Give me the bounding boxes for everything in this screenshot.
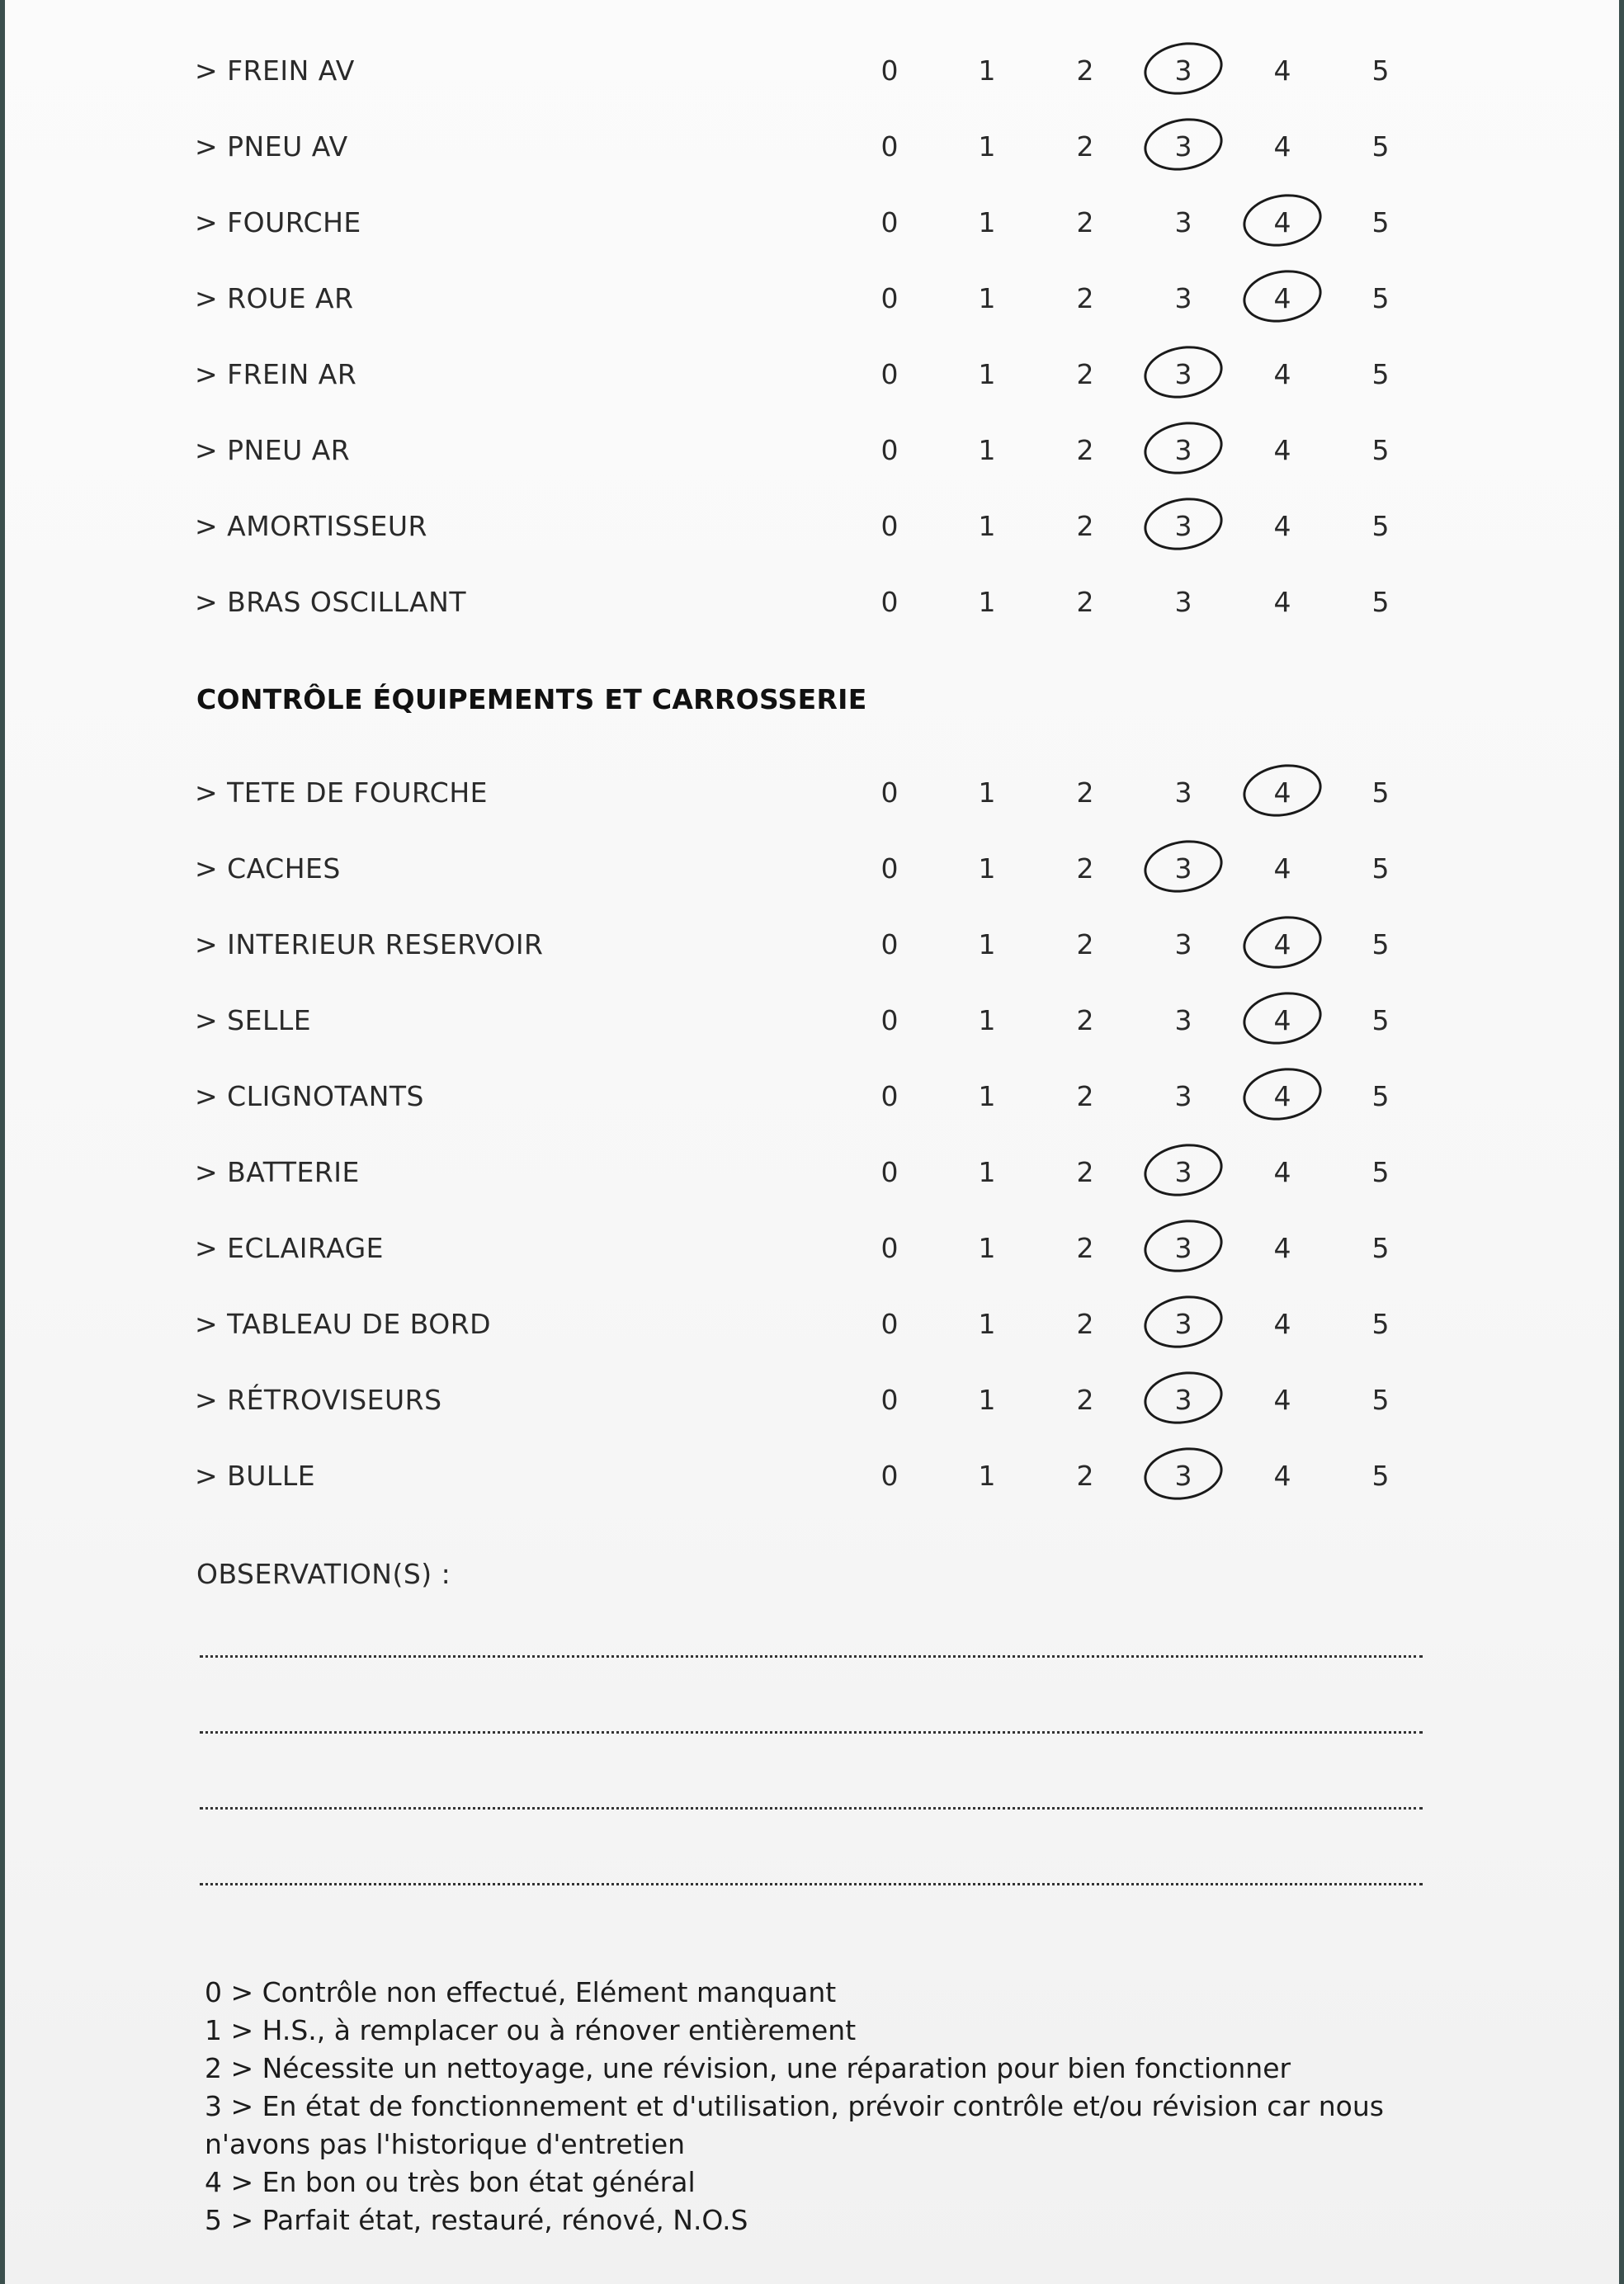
- rating-row: [5, 907, 1619, 983]
- legend-line: 4 > En bon ou très bon état général: [205, 2166, 696, 2198]
- score-option-1[interactable]: 1: [978, 130, 996, 163]
- score-option-1[interactable]: 1: [978, 928, 996, 960]
- score-option-4[interactable]: 4: [1273, 776, 1291, 809]
- score-option-1[interactable]: 1: [978, 282, 996, 314]
- score-option-1[interactable]: 1: [978, 510, 996, 542]
- score-option-3[interactable]: 3: [1174, 510, 1192, 542]
- score-option-0[interactable]: 0: [880, 1308, 899, 1340]
- selected-score-circle: [1239, 986, 1325, 1050]
- score-option-1[interactable]: 1: [978, 206, 996, 238]
- observations-label: OBSERVATION(S) :: [196, 1558, 451, 1590]
- selected-score-circle: [1140, 1138, 1226, 1202]
- rating-item-label: > TETE DE FOURCHE: [195, 776, 488, 809]
- score-option-2[interactable]: 2: [1076, 1232, 1094, 1264]
- selected-score-circle: [1140, 1290, 1226, 1354]
- score-option-4[interactable]: 4: [1273, 1232, 1291, 1264]
- score-option-3[interactable]: 3: [1174, 776, 1192, 809]
- rating-item-label: > ROUE AR: [195, 282, 354, 314]
- score-option-0[interactable]: 0: [880, 1232, 899, 1264]
- score-option-5[interactable]: 5: [1371, 358, 1390, 390]
- rating-item-label: > FREIN AR: [195, 358, 357, 390]
- selected-score-circle: [1140, 1214, 1226, 1278]
- score-option-1[interactable]: 1: [978, 1156, 996, 1188]
- score-option-4[interactable]: 4: [1273, 1308, 1291, 1340]
- score-option-0[interactable]: 0: [880, 1156, 899, 1188]
- score-option-5[interactable]: 5: [1371, 1080, 1390, 1112]
- selected-score-circle: [1239, 1062, 1325, 1126]
- rating-item-label: > SELLE: [195, 1004, 312, 1036]
- score-option-0[interactable]: 0: [880, 54, 899, 87]
- score-option-0[interactable]: 0: [880, 1080, 899, 1112]
- score-option-0[interactable]: 0: [880, 130, 899, 163]
- score-option-2[interactable]: 2: [1076, 130, 1094, 163]
- rating-row: [5, 413, 1619, 488]
- score-option-3[interactable]: 3: [1174, 358, 1192, 390]
- rating-item-label: > ECLAIRAGE: [195, 1232, 384, 1264]
- score-option-4[interactable]: 4: [1273, 54, 1291, 87]
- section-title: CONTRÔLE ÉQUIPEMENTS ET CARROSSERIE: [196, 683, 867, 715]
- score-option-0[interactable]: 0: [880, 1460, 899, 1492]
- rating-item-label: > AMORTISSEUR: [195, 510, 427, 542]
- score-option-4[interactable]: 4: [1273, 434, 1291, 466]
- score-option-0[interactable]: 0: [880, 282, 899, 314]
- score-option-2[interactable]: 2: [1076, 510, 1094, 542]
- selected-score-circle: [1140, 1442, 1226, 1506]
- score-option-1[interactable]: 1: [978, 1080, 996, 1112]
- score-option-2[interactable]: 2: [1076, 434, 1094, 466]
- observation-line-1[interactable]: [200, 1655, 1423, 1658]
- rating-row: [5, 564, 1619, 640]
- rating-item-label: > FREIN AV: [195, 54, 355, 87]
- score-option-5[interactable]: 5: [1371, 1384, 1390, 1416]
- score-option-2[interactable]: 2: [1076, 776, 1094, 809]
- score-option-4[interactable]: 4: [1273, 1156, 1291, 1188]
- rating-item-label: > CACHES: [195, 852, 341, 885]
- score-option-3[interactable]: 3: [1174, 852, 1192, 885]
- score-option-5[interactable]: 5: [1371, 776, 1390, 809]
- rating-row: [5, 33, 1619, 109]
- score-option-5[interactable]: 5: [1371, 54, 1390, 87]
- score-option-0[interactable]: 0: [880, 586, 899, 618]
- score-option-2[interactable]: 2: [1076, 1308, 1094, 1340]
- score-option-3[interactable]: 3: [1174, 928, 1192, 960]
- score-option-4[interactable]: 4: [1273, 282, 1291, 314]
- score-option-4[interactable]: 4: [1273, 1080, 1291, 1112]
- rating-row: [5, 831, 1619, 907]
- score-option-3[interactable]: 3: [1174, 54, 1192, 87]
- score-option-5[interactable]: 5: [1371, 1460, 1390, 1492]
- score-option-5[interactable]: 5: [1371, 1232, 1390, 1264]
- score-option-4[interactable]: 4: [1273, 586, 1291, 618]
- score-option-1[interactable]: 1: [978, 586, 996, 618]
- rating-item-label: > BATTERIE: [195, 1156, 360, 1188]
- legend-line: 5 > Parfait état, restauré, rénové, N.O.S: [205, 2204, 748, 2236]
- score-option-1[interactable]: 1: [978, 1384, 996, 1416]
- score-option-0[interactable]: 0: [880, 434, 899, 466]
- score-option-2[interactable]: 2: [1076, 1004, 1094, 1036]
- score-option-5[interactable]: 5: [1371, 206, 1390, 238]
- score-option-4[interactable]: 4: [1273, 1004, 1291, 1036]
- score-option-2[interactable]: 2: [1076, 282, 1094, 314]
- score-option-3[interactable]: 3: [1174, 586, 1192, 618]
- score-option-0[interactable]: 0: [880, 510, 899, 542]
- rating-item-label: > BULLE: [195, 1460, 316, 1492]
- selected-score-circle: [1239, 910, 1325, 974]
- rating-row: [5, 337, 1619, 413]
- score-option-2[interactable]: 2: [1076, 54, 1094, 87]
- score-option-1[interactable]: 1: [978, 54, 996, 87]
- score-option-4[interactable]: 4: [1273, 852, 1291, 885]
- score-option-1[interactable]: 1: [978, 852, 996, 885]
- score-option-3[interactable]: 3: [1174, 206, 1192, 238]
- selected-score-circle: [1140, 112, 1226, 177]
- rating-item-label: > TABLEAU DE BORD: [195, 1308, 492, 1340]
- score-option-3[interactable]: 3: [1174, 1156, 1192, 1188]
- score-option-4[interactable]: 4: [1273, 206, 1291, 238]
- score-option-4[interactable]: 4: [1273, 928, 1291, 960]
- score-option-4[interactable]: 4: [1273, 1460, 1291, 1492]
- legend-line: 2 > Nécessite un nettoyage, une révision, une réparation pour bien fonctionner: [205, 2052, 1291, 2084]
- legend-line: 3 > En état de fonctionnement et d'utilisation, prévoir contrôle et/ou révision car nous: [205, 2090, 1384, 2122]
- rating-row: [5, 261, 1619, 337]
- rating-row: [5, 185, 1619, 261]
- score-option-3[interactable]: 3: [1174, 1308, 1192, 1340]
- legend-line: n'avons pas l'historique d'entretien: [205, 2128, 686, 2160]
- inspection-sheet: [5, 0, 1619, 2284]
- rating-row: [5, 983, 1619, 1059]
- score-option-4[interactable]: 4: [1273, 358, 1291, 390]
- score-option-5[interactable]: 5: [1371, 434, 1390, 466]
- score-option-0[interactable]: 0: [880, 1384, 899, 1416]
- score-option-5[interactable]: 5: [1371, 1004, 1390, 1036]
- rating-item-label: > RÉTROVISEURS: [195, 1384, 442, 1416]
- rating-item-label: > CLIGNOTANTS: [195, 1080, 424, 1112]
- score-option-2[interactable]: 2: [1076, 852, 1094, 885]
- selected-score-circle: [1140, 416, 1226, 480]
- score-option-5[interactable]: 5: [1371, 928, 1390, 960]
- rating-item-label: > BRAS OSCILLANT: [195, 586, 467, 618]
- rating-row: [5, 1286, 1619, 1362]
- selected-score-circle: [1140, 340, 1226, 404]
- score-option-0[interactable]: 0: [880, 852, 899, 885]
- score-option-5[interactable]: 5: [1371, 852, 1390, 885]
- score-option-4[interactable]: 4: [1273, 1384, 1291, 1416]
- rating-row: [5, 1135, 1619, 1210]
- score-option-3[interactable]: 3: [1174, 1232, 1192, 1264]
- selected-score-circle: [1239, 188, 1325, 252]
- score-option-5[interactable]: 5: [1371, 1308, 1390, 1340]
- score-option-1[interactable]: 1: [978, 1004, 996, 1036]
- rating-row: [5, 1362, 1619, 1438]
- score-option-3[interactable]: 3: [1174, 1080, 1192, 1112]
- score-option-3[interactable]: 3: [1174, 1460, 1192, 1492]
- score-option-1[interactable]: 1: [978, 358, 996, 390]
- selected-score-circle: [1140, 492, 1226, 556]
- score-option-2[interactable]: 2: [1076, 1460, 1094, 1492]
- score-option-1[interactable]: 1: [978, 1308, 996, 1340]
- score-option-4[interactable]: 4: [1273, 130, 1291, 163]
- rating-item-label: > PNEU AV: [195, 130, 348, 163]
- observation-line-3[interactable]: [200, 1807, 1423, 1810]
- score-option-2[interactable]: 2: [1076, 1080, 1094, 1112]
- score-option-1[interactable]: 1: [978, 1232, 996, 1264]
- rating-row: [5, 109, 1619, 185]
- score-option-2[interactable]: 2: [1076, 1156, 1094, 1188]
- score-option-2[interactable]: 2: [1076, 1384, 1094, 1416]
- score-option-5[interactable]: 5: [1371, 130, 1390, 163]
- score-option-2[interactable]: 2: [1076, 928, 1094, 960]
- rating-row: [5, 1210, 1619, 1286]
- rating-item-label: > PNEU AR: [195, 434, 351, 466]
- rating-row: [5, 488, 1619, 564]
- score-option-0[interactable]: 0: [880, 928, 899, 960]
- score-option-3[interactable]: 3: [1174, 1384, 1192, 1416]
- score-option-2[interactable]: 2: [1076, 358, 1094, 390]
- score-option-1[interactable]: 1: [978, 434, 996, 466]
- score-option-3[interactable]: 3: [1174, 1004, 1192, 1036]
- legend-line: 0 > Contrôle non effectué, Elément manquant: [205, 1976, 837, 2008]
- rating-row: [5, 755, 1619, 831]
- score-option-3[interactable]: 3: [1174, 282, 1192, 314]
- rating-item-label: > FOURCHE: [195, 206, 361, 238]
- rating-row: [5, 1438, 1619, 1514]
- observation-line-2[interactable]: [200, 1731, 1423, 1734]
- score-option-0[interactable]: 0: [880, 206, 899, 238]
- score-option-2[interactable]: 2: [1076, 206, 1094, 238]
- rating-legend: [205, 1974, 1442, 2239]
- score-option-0[interactable]: 0: [880, 358, 899, 390]
- score-option-0[interactable]: 0: [880, 776, 899, 809]
- selected-score-circle: [1140, 36, 1226, 101]
- selected-score-circle: [1140, 1366, 1226, 1430]
- selected-score-circle: [1239, 758, 1325, 823]
- legend-line: 1 > H.S., à remplacer ou à rénover entièrement: [205, 2014, 857, 2046]
- score-option-5[interactable]: 5: [1371, 1156, 1390, 1188]
- rating-row: [5, 1059, 1619, 1135]
- score-option-0[interactable]: 0: [880, 1004, 899, 1036]
- score-option-2[interactable]: 2: [1076, 586, 1094, 618]
- score-option-3[interactable]: 3: [1174, 130, 1192, 163]
- score-option-5[interactable]: 5: [1371, 510, 1390, 542]
- observation-line-4[interactable]: [200, 1883, 1423, 1885]
- score-option-1[interactable]: 1: [978, 1460, 996, 1492]
- score-option-5[interactable]: 5: [1371, 586, 1390, 618]
- score-option-5[interactable]: 5: [1371, 282, 1390, 314]
- score-option-4[interactable]: 4: [1273, 510, 1291, 542]
- score-option-3[interactable]: 3: [1174, 434, 1192, 466]
- selected-score-circle: [1239, 264, 1325, 328]
- rating-item-label: > INTERIEUR RESERVOIR: [195, 928, 544, 960]
- score-option-1[interactable]: 1: [978, 776, 996, 809]
- selected-score-circle: [1140, 834, 1226, 899]
